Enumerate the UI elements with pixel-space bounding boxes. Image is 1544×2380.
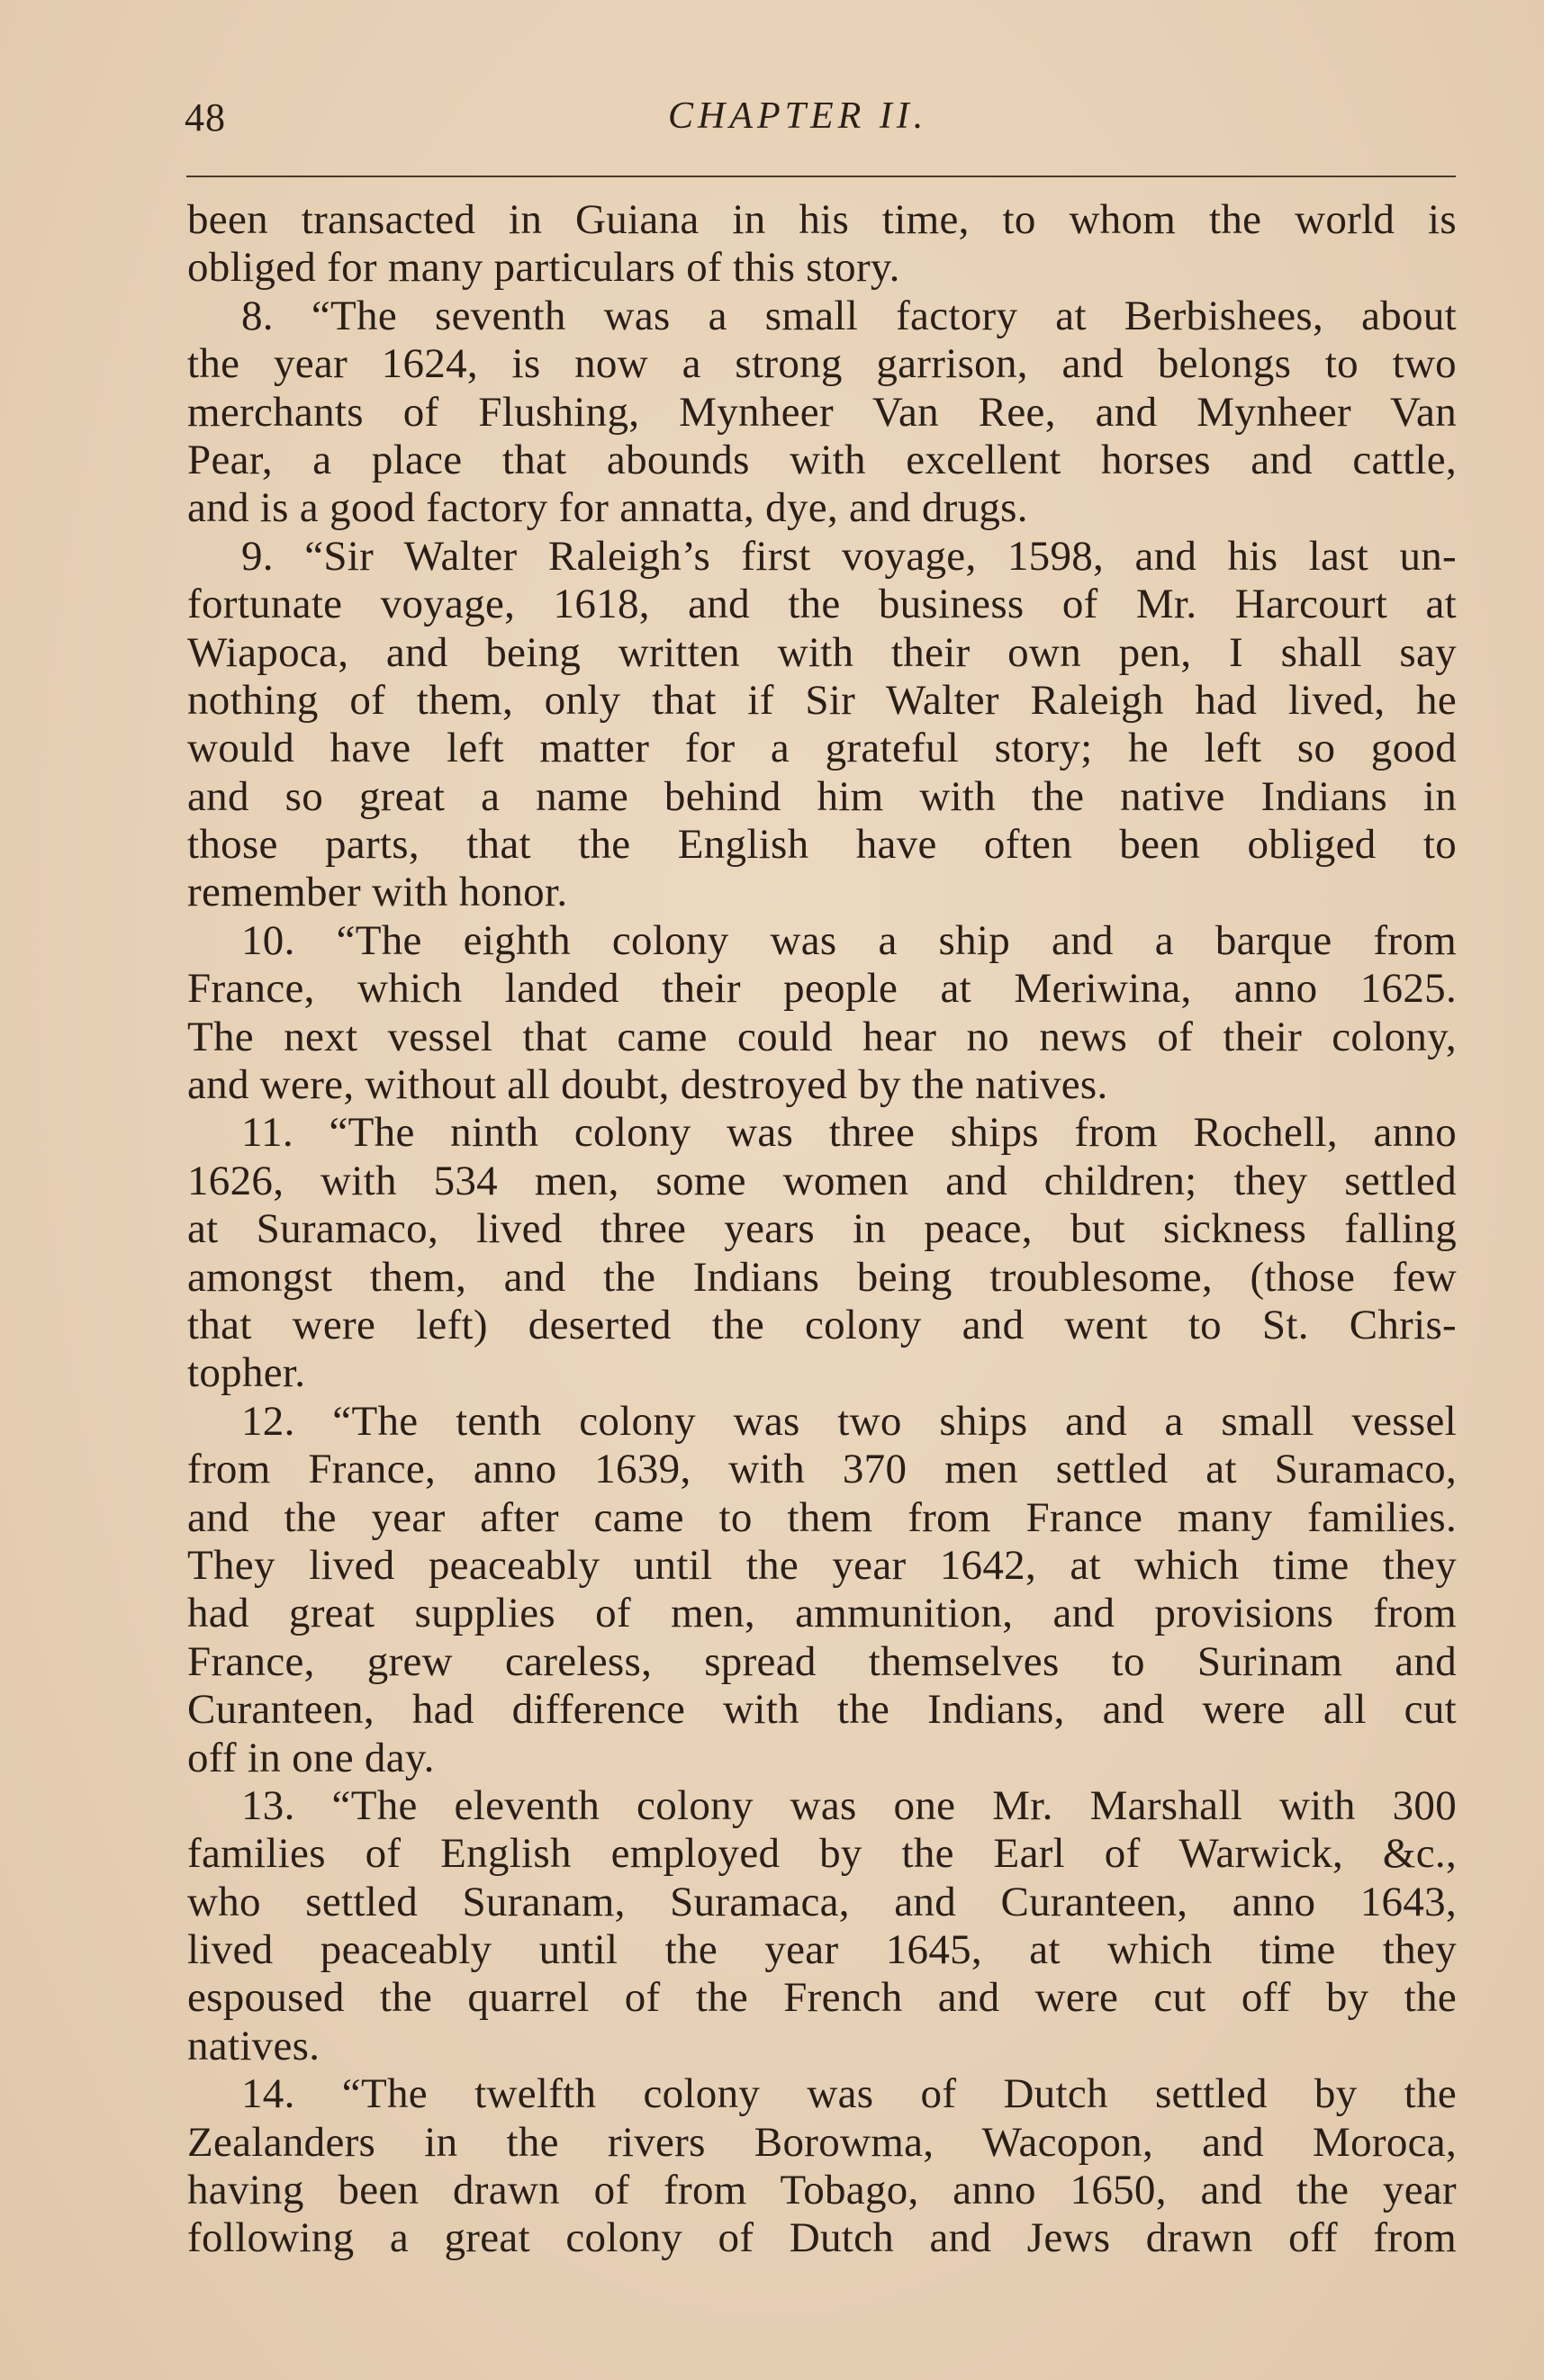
text-line: topher.: [187, 1349, 306, 1397]
text-line: remember with honor.: [187, 869, 568, 916]
text-line: France, grew careless, spread themselves to Surinam and: [187, 1637, 1457, 1685]
text-line: France, which landed their people at Meriwina, anno 1625.: [187, 965, 1457, 1013]
text-line: the year 1624, is now a strong garrison, and belongs to two: [187, 340, 1457, 388]
text-line: obliged for many particulars of this story.: [187, 244, 900, 292]
text-line: Zealanders in the rivers Borowma, Wacopon, and Moroca,: [187, 2118, 1457, 2166]
text-line: 11. “The ninth colony was three ships from Rochell, anno: [241, 1109, 1457, 1157]
text-line: off in one day.: [187, 1734, 435, 1781]
text-line: 9. “Sir Walter Raleigh’s first voyage, 1598, and his last un-: [241, 532, 1457, 580]
text-line: espoused the quarrel of the French and were cut off by the: [187, 1974, 1457, 2022]
text-line: would have left matter for a grateful story; he left so good: [187, 725, 1457, 772]
text-line: families of English employed by the Earl of Warwick, &c.,: [187, 1830, 1457, 1878]
text-line: natives.: [187, 2022, 321, 2069]
text-line: and is a good factory for annatta, dye, and drugs.: [187, 484, 1028, 532]
text-line: The next vessel that came could hear no news of their colony,: [187, 1013, 1457, 1060]
text-line: at Suramaco, lived three years in peace, but sickness falling: [187, 1205, 1457, 1253]
text-line: from France, anno 1639, with 370 men settled at Suramaco,: [187, 1446, 1457, 1493]
body-text: [187, 196, 1457, 2263]
text-line: 13. “The eleventh colony was one Mr. Marshall with 300: [241, 1781, 1457, 1829]
text-line: had great supplies of men, ammunition, and provisions from: [187, 1590, 1457, 1637]
text-line: having been drawn of from Tobago, anno 1650, and the year: [187, 2167, 1457, 2214]
text-line: 10. “The eighth colony was a ship and a barque from: [241, 916, 1457, 964]
text-line: and the year after came to them from France many families.: [187, 1493, 1457, 1541]
page-number: 48: [185, 95, 226, 140]
running-head: [185, 95, 1454, 149]
text-line: Pear, a place that abounds with excellent horses and cattle,: [187, 436, 1457, 483]
text-line: and so great a name behind him with the native Indians in: [187, 772, 1457, 820]
text-line: amongst them, and the Indians being troublesome, (those few: [187, 1253, 1457, 1301]
text-line: and were, without all doubt, destroyed by the natives.: [187, 1061, 1108, 1109]
header-rule: [186, 176, 1456, 177]
text-line: They lived peaceably until the year 1642, at which time they: [187, 1541, 1457, 1589]
text-line: been transacted in Guiana in his time, to whom the world is: [187, 196, 1457, 243]
text-line: 1626, with 534 men, some women and children; they settled: [187, 1157, 1457, 1204]
text-line: who settled Suranam, Suramaca, and Curanteen, anno 1643,: [187, 1878, 1457, 1925]
text-line: 12. “The tenth colony was two ships and a small vessel: [241, 1397, 1457, 1445]
text-line: those parts, that the English have often been obliged to: [187, 821, 1457, 869]
text-line: nothing of them, only that if Sir Walter Raleigh had lived, he: [187, 676, 1457, 724]
text-line: 14. “The twelfth colony was of Dutch settled by the: [241, 2070, 1457, 2118]
text-line: following a great colony of Dutch and Jews drawn off from: [187, 2214, 1457, 2262]
text-line: merchants of Flushing, Mynheer Van Ree, and Mynheer Van: [187, 388, 1457, 436]
text-line: lived peaceably until the year 1645, at which time they: [187, 1926, 1457, 1974]
text-line: 8. “The seventh was a small factory at Berbishees, about: [241, 292, 1457, 339]
text-line: that were left) deserted the colony and went to St. Chris-: [187, 1301, 1457, 1348]
text-line: Wiapoca, and being written with their own pen, I shall say: [187, 628, 1457, 676]
text-line: fortunate voyage, 1618, and the business of Mr. Harcourt at: [187, 581, 1457, 628]
text-line: Curanteen, had difference with the Indians, and were all cut: [187, 1686, 1457, 1734]
chapter-title: CHAPTER II.: [668, 95, 928, 137]
